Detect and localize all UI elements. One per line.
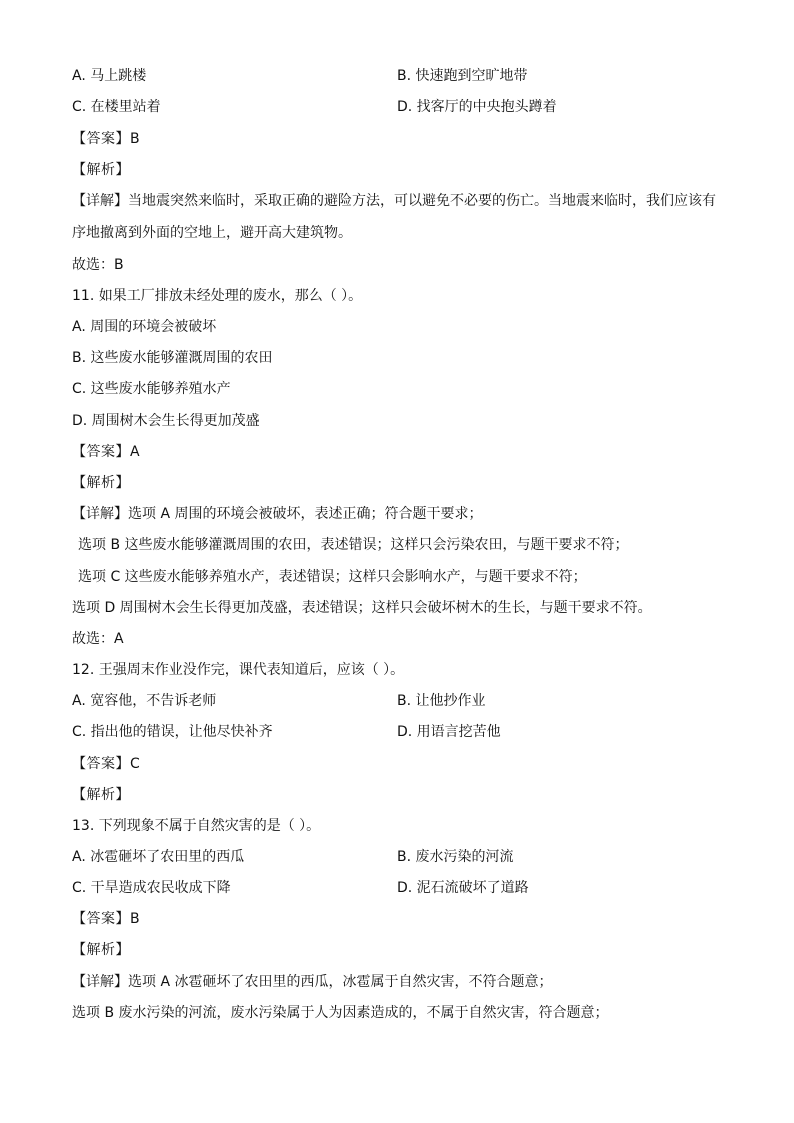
q11-detail-line-4: 选项 D 周围树木会生长得更加茂盛，表述错误；这样只会破坏树木的生长，与题干要求不符。: [72, 600, 652, 616]
q12-analysis-label: 【解析】: [72, 787, 130, 803]
q11-option-b: B. 这些废水能够灌溉周围的农田: [72, 350, 273, 366]
q11-answer: 【答案】A: [72, 444, 141, 460]
q11-stem: 11. 如果工厂排放未经处理的废水，那么（ ）。: [72, 288, 363, 304]
q13-answer: 【答案】B: [72, 911, 141, 927]
q10-detail-line-1: 【详解】当地震突然来临时，采取正确的避险方法，可以避免不必要的伤亡。当地震来临时，我们应该有: [72, 193, 716, 209]
q11-detail-line-1: 【详解】选项 A 周围的环境会被破坏，表述正确；符合题干要求；: [72, 506, 483, 522]
q11-option-d: D. 周围树木会生长得更加茂盛: [72, 413, 260, 429]
q10-option-d: D. 找客厅的中央抱头蹲着: [397, 99, 557, 115]
q13-option-b: B. 废水污染的河流: [397, 849, 514, 865]
q13-option-d: D. 泥石流破坏了道路: [397, 880, 529, 896]
q13-option-a: A. 冰雹砸坏了农田里的西瓜: [72, 849, 245, 865]
q13-stem: 13. 下列现象不属于自然灾害的是（ ）。: [72, 818, 321, 834]
q10-analysis-label: 【解析】: [72, 162, 130, 178]
q10-choice: 故选：B: [72, 257, 124, 273]
q11-analysis-label: 【解析】: [72, 475, 130, 491]
q12-stem: 12. 王强周末作业没作完，课代表知道后，应该（ ）。: [72, 662, 405, 678]
q11-option-a: A. 周围的环境会被破坏: [72, 319, 217, 335]
q11-choice: 故选：A: [72, 631, 124, 647]
q12-option-a: A. 宽容他，不告诉老师: [72, 693, 217, 709]
q12-option-b: B. 让他抄作业: [397, 693, 486, 709]
q10-option-b: B. 快速跑到空旷地带: [397, 68, 528, 84]
q10-answer: 【答案】B: [72, 131, 141, 147]
q13-detail-line-1: 【详解】选项 A 冰雹砸坏了农田里的西瓜，冰雹属于自然灾害，不符合题意；: [72, 974, 553, 990]
q10-detail-line-2: 序地撤离到外面的空地上，避开高大建筑物。: [72, 225, 352, 241]
q10-option-c: C. 在楼里站着: [72, 99, 161, 115]
q11-option-c: C. 这些废水能够养殖水产: [72, 381, 231, 397]
q11-detail-line-3: 选项 C 这些废水能够养殖水产，表述错误；这样只会影响水产，与题干要求不符；: [78, 569, 587, 585]
q12-option-c: C. 指出他的错误，让他尽快补齐: [72, 724, 273, 740]
q12-answer: 【答案】C: [72, 756, 141, 772]
q10-option-a: A. 马上跳楼: [72, 68, 147, 84]
q13-detail-line-2: 选项 B 废水污染的河流，废水污染属于人为因素造成的，不属于自然灾害，符合题意；: [72, 1005, 609, 1021]
q12-option-d: D. 用语言挖苦他: [397, 724, 501, 740]
q13-analysis-label: 【解析】: [72, 942, 130, 958]
q13-option-c: C. 干旱造成农民收成下降: [72, 880, 231, 896]
q11-detail-line-2: 选项 B 这些废水能够灌溉周围的农田，表述错误；这样只会污染农田，与题干要求不符；: [78, 537, 629, 553]
